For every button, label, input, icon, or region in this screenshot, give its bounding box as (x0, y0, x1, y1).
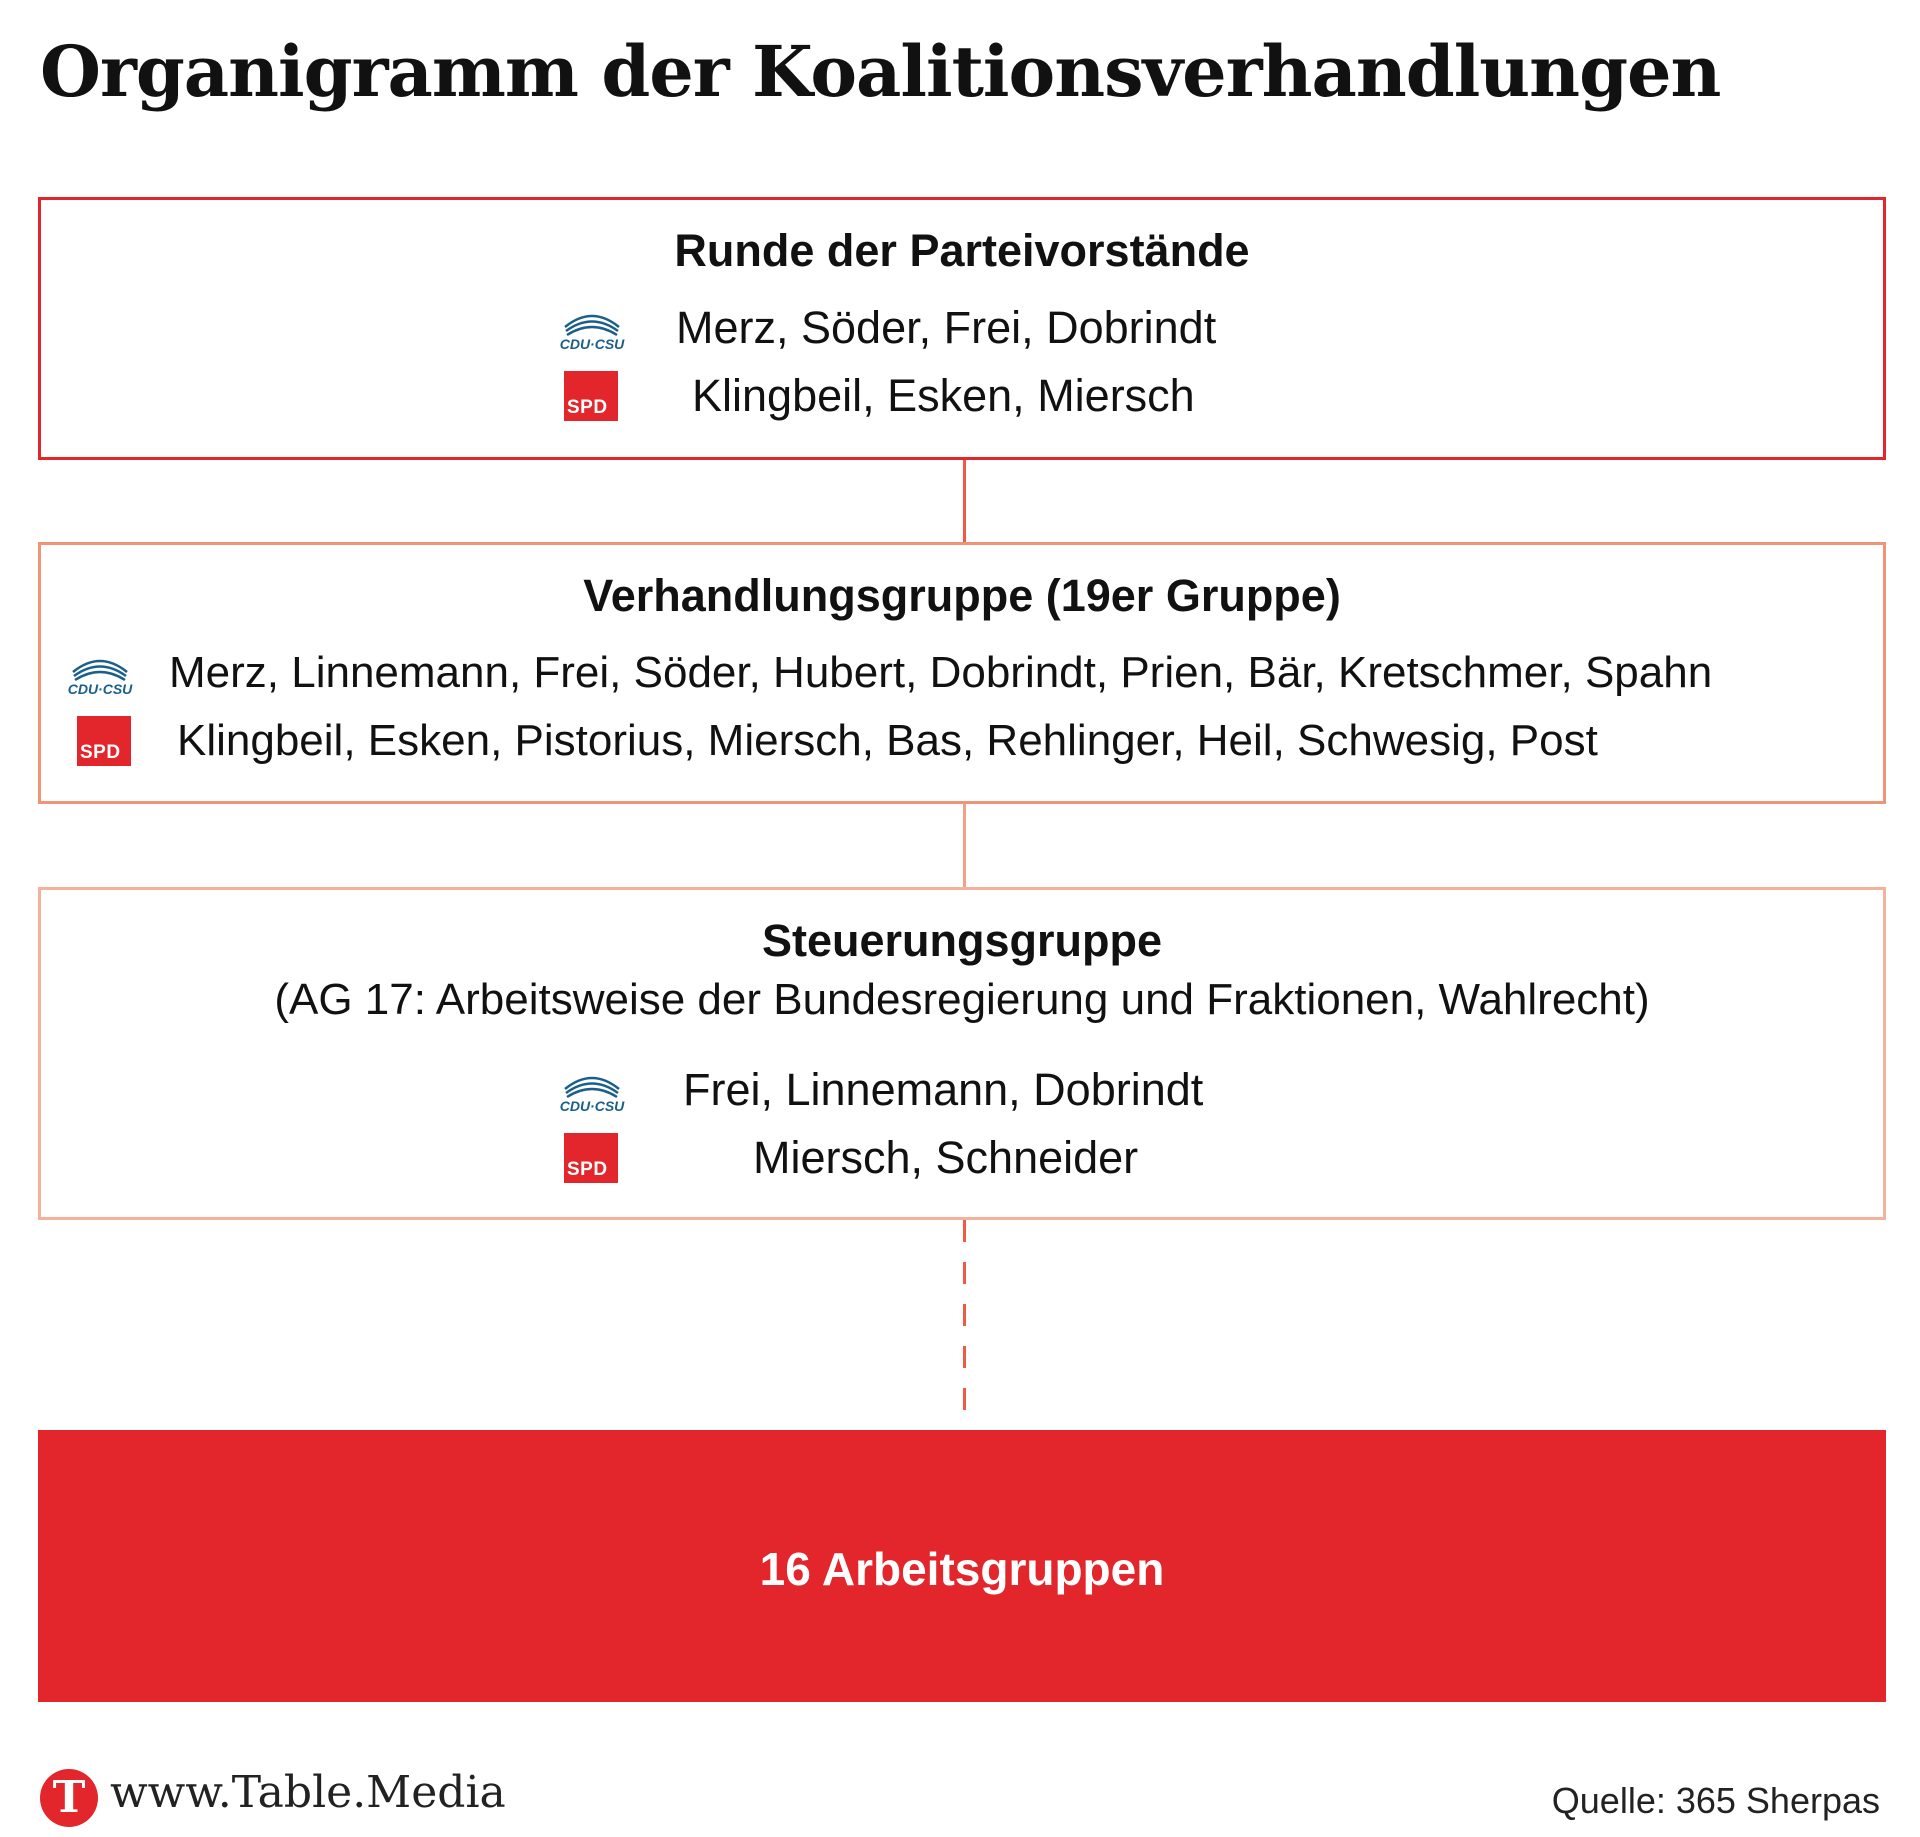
cdu-csu-logo-text: CDU·CSU (67, 681, 133, 697)
box-title: Steuerungsgruppe (761, 915, 1163, 966)
cdu-csu-logo-graphic (553, 1065, 631, 1115)
spd-logo-text: SPD (567, 1159, 608, 1180)
row-cdu-csu (41, 1060, 1883, 1120)
cdu-csu-logo-graphic (553, 303, 631, 353)
table-media-logo-icon (40, 1769, 98, 1827)
row-spd (41, 366, 1883, 426)
spd-logo-icon (564, 1133, 618, 1183)
connector-line (963, 804, 966, 887)
box-verhandlungsgruppe (38, 542, 1886, 804)
dashed-connector (963, 1220, 966, 1430)
cdu-csu-logo-icon (553, 303, 631, 353)
cdu-csu-logo-icon (61, 648, 139, 698)
logo-letter: T (52, 1772, 86, 1823)
cdu-csu-logo-icon (553, 1065, 631, 1115)
box-title: 16 Arbeitsgruppen (759, 1543, 1165, 1595)
box-runde-der-parteivorstaende (38, 197, 1886, 460)
spd-members: Klingbeil, Esken, Miersch (692, 370, 1195, 421)
box-subtitle: (AG 17: Arbeitsweise der Bundesregierung und Fraktionen, Wahlrecht) (274, 975, 1650, 1024)
row-cdu-csu (41, 298, 1883, 358)
footer-url[interactable]: www.Table.Media (110, 1767, 506, 1818)
cdu-csu-logo-text: CDU·CSU (559, 336, 625, 352)
connector-line (963, 460, 966, 542)
spd-members: Klingbeil, Esken, Pistorius, Miersch, Bas, Rehlinger, Heil, Schwesig, Post (177, 716, 1598, 765)
cdu-csu-logo-text: CDU·CSU (559, 1098, 625, 1114)
spd-members: Miersch, Schneider (753, 1132, 1139, 1183)
cdu-csu-logo-graphic (61, 648, 139, 698)
cdu-csu-members: Frei, Linnemann, Dobrindt (683, 1064, 1204, 1115)
row-spd (41, 1128, 1883, 1188)
spd-logo-text: SPD (567, 397, 608, 418)
footer-source: Quelle: 365 Sherpas (1551, 1780, 1880, 1821)
cdu-csu-members: Merz, Söder, Frei, Dobrindt (676, 302, 1217, 353)
spd-logo-icon (77, 716, 131, 766)
row-spd (41, 711, 1883, 771)
box-arbeitsgruppen (38, 1430, 1886, 1702)
box-title: Verhandlungsgruppe (19er Gruppe) (583, 570, 1341, 621)
spd-logo-icon (564, 371, 618, 421)
box-title: Runde der Parteivorstände (674, 225, 1250, 276)
cdu-csu-members: Merz, Linnemann, Frei, Söder, Hubert, Dobrindt, Prien, Bär, Kretschmer, Spahn (169, 648, 1713, 697)
spd-logo-text: SPD (80, 742, 121, 763)
page-title: Organigramm der Koalitionsverhandlungen (40, 30, 1721, 113)
row-cdu-csu (41, 643, 1883, 703)
box-steuerungsgruppe (38, 887, 1886, 1220)
